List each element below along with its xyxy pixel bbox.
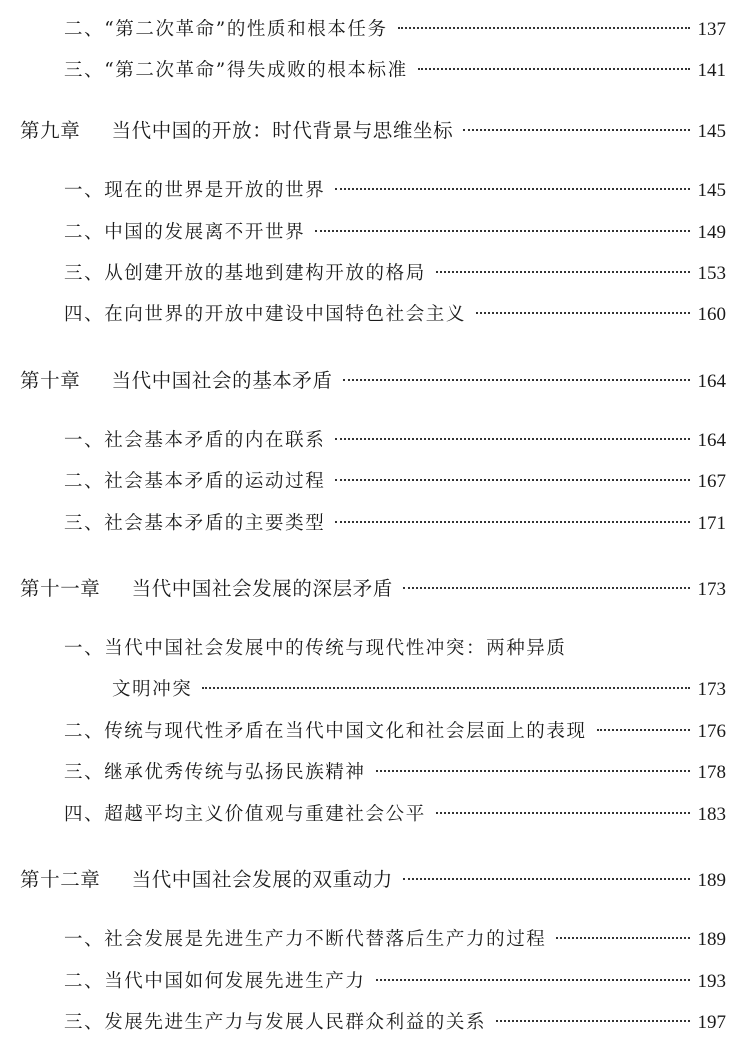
dot-leader [202,687,689,689]
dot-leader [335,188,689,190]
toc-entry-title: 三、发展先进生产力与发展人民群众利益的关系 [64,1012,487,1033]
toc-page-number: 189 [697,870,726,891]
toc-entry-section [64,925,726,955]
toc-entry-section [64,15,726,45]
toc-entry-chapter [20,574,726,604]
chapter-title: 当代中国的开放：时代背景与思维坐标 [111,119,454,142]
toc-entry-section [64,1008,726,1038]
toc-page-number: 160 [697,304,726,325]
dot-leader [343,379,690,381]
toc-page-number: 178 [697,762,726,783]
toc-entry-continuation [112,675,726,705]
toc-page-number: 183 [697,804,726,825]
toc-entry-title: 四、在向世界的开放中建设中国特色社会主义 [64,304,467,325]
toc-entry-section [64,634,726,664]
toc-entry-section [64,259,726,289]
toc-page-number: 173 [697,679,726,700]
dot-leader [463,129,689,131]
toc-entry-section [64,758,726,788]
toc-page-number: 193 [697,971,726,992]
chapter-label: 第十一章 [20,577,101,600]
toc-entry-section [64,467,726,497]
chapter-title: 当代中国社会的基本矛盾 [111,369,333,392]
toc-entry-chapter [20,366,726,396]
dot-leader [556,937,689,939]
toc-page-number: 164 [697,430,726,451]
toc-entry-section [64,218,726,248]
dot-leader [376,770,690,772]
toc-entry-title: 二、中国的发展离不开世界 [64,222,306,243]
chapter-title: 当代中国社会发展的双重动力 [131,868,393,891]
toc-page-number: 189 [697,929,726,950]
dot-leader [335,479,689,481]
dot-leader [597,729,690,731]
toc-entry-title: 三、社会基本矛盾的主要类型 [64,513,326,534]
toc-entry-title: 三、继承优秀传统与弘扬民族精神 [64,762,366,783]
toc-entry-title: 一、现在的世界是开放的世界 [64,180,326,201]
dot-leader [403,587,690,589]
toc-entry-section [64,509,726,539]
toc-page-number: 145 [697,121,726,142]
dot-leader [496,1020,689,1022]
toc-entry-section [64,56,726,86]
toc-entry-section [64,717,726,747]
toc-page-number: 176 [697,721,726,742]
toc-page-number: 137 [697,19,726,40]
toc-entry-title: 三、从创建开放的基地到建构开放的格局 [64,263,426,284]
dot-leader [436,812,690,814]
toc-entry-section [64,426,726,456]
dot-leader [335,438,689,440]
dot-leader [398,27,690,29]
toc-entry-title: 四、超越平均主义价值观与重建社会公平 [64,804,426,825]
dot-leader [376,979,690,981]
chapter-label: 第十二章 [20,868,101,891]
toc-entry-title: 一、当代中国社会发展中的传统与现代性冲突：两种异质 [64,638,567,659]
dot-leader [315,230,689,232]
toc-entry-section [64,800,726,830]
toc-entry-title: 二、传统与现代性矛盾在当代中国文化和社会层面上的表现 [64,721,587,742]
toc-page-number: 149 [697,222,726,243]
dot-leader [418,68,690,70]
toc-page-number: 164 [697,371,726,392]
dot-leader [335,521,689,523]
toc-entry-section [64,967,726,997]
toc-page-number: 145 [697,180,726,201]
dot-leader [476,312,689,314]
toc-entry-title: 二、社会基本矛盾的运动过程 [64,471,326,492]
toc-page-number: 197 [697,1012,726,1033]
toc-entry-title: 一、社会基本矛盾的内在联系 [64,430,326,451]
toc-page-number: 167 [697,471,726,492]
toc-page-number: 173 [697,579,726,600]
chapter-label: 第九章 [20,119,81,142]
toc-page-number: 171 [697,513,726,534]
toc-entry-title: 二、当代中国如何发展先进生产力 [64,971,366,992]
toc-page-number: 153 [697,263,726,284]
toc-entry-chapter [20,116,726,146]
dot-leader [403,878,690,880]
toc-entry-title: 三、“第二次革命”得失成败的根本标准 [64,60,408,81]
toc-entry-chapter [20,865,726,895]
toc-page-number: 141 [697,60,726,81]
dot-leader [436,271,690,273]
chapter-title: 当代中国社会发展的深层矛盾 [131,577,393,600]
toc-entry-title: 文明冲突 [112,679,193,700]
toc-entry-section [64,300,726,330]
toc-entry-title: 一、社会发展是先进生产力不断代替落后生产力的过程 [64,929,547,950]
chapter-label: 第十章 [20,369,81,392]
toc-entry-section [64,176,726,206]
toc-entry-title: 二、“第二次革命”的性质和根本任务 [64,19,388,40]
